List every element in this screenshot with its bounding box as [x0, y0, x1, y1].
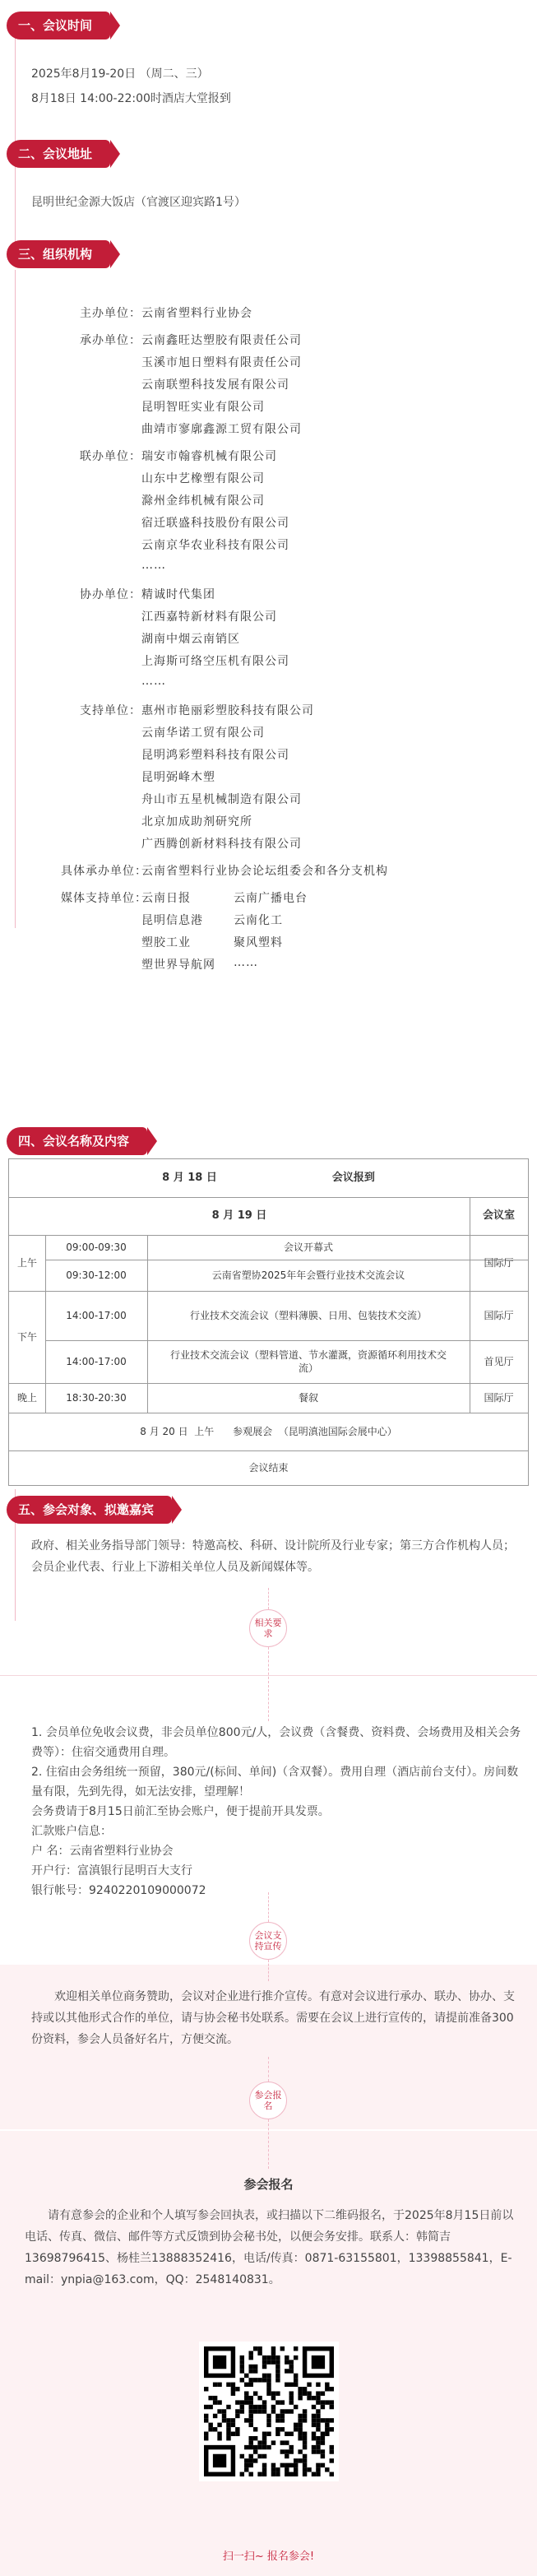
org-item: 昆明智旺实业有限公司 [141, 401, 265, 414]
fee-line-1: 1. 会员单位免收会议费，非会员单位800元/人，会议费（含餐费、资料费、会场费用及相关会务费等）：住宿交通费用自理。 [31, 1726, 521, 1759]
org-item: 上海斯可络空压机有限公司 [141, 655, 289, 668]
requirements-badge: 相关要求 [249, 1609, 287, 1647]
timeline-line [15, 270, 16, 928]
org-item: 精诚时代集团 [141, 588, 215, 601]
evening-label: 晚上 [16, 1392, 37, 1404]
org-item: 云南华诺工贸有限公司 [141, 726, 265, 740]
pm-label: 下午 [16, 1331, 37, 1343]
registration-text: 请有意参会的企业和个人填写参会回执表，或扫描以下二维码报名，于2025年8月15日前以电话、传真、微信、邮件等方式反馈到协会秘书处，以便会务安排。联系人：韩简吉13698796415、杨桂兰13888352416，电话/传真：0871-63155801，13398855841，E-mail：ynpia@163.com，QQ：2548140831。 [25, 2209, 514, 2286]
timeline-line [15, 158, 16, 248]
org-item: 云南省塑料行业协会论坛组委会和各分支机构 [141, 865, 388, 878]
media-item: 聚风塑料 [234, 936, 283, 949]
org-item: 玉溪市旭日塑料有限责任公司 [141, 356, 302, 369]
org-item: 曲靖市寥廓鑫源工贸有限公司 [141, 423, 302, 436]
account-name: 户 名：云南省塑料行业协会 [31, 1845, 174, 1858]
org-item: 昆明弼峰木塑 [141, 771, 215, 784]
dashed-divider [268, 1892, 269, 1922]
org-item: 惠州市艳丽彩塑胶科技有限公司 [141, 704, 314, 717]
dashed-divider [268, 2119, 269, 2169]
registration-badge: 参会报名 [249, 2082, 287, 2119]
media-item: 塑世界导航网 [141, 958, 215, 972]
promotion-text: 欢迎相关单位商务赞助，会议对企业进行推介宣传。有意对会议进行承办、联办、协办、支持或以其他形式合作的单位，请与协会秘书处联系。需要在会议上进行宣传的，请提前准备300份资料，参会人员备好名片，方便交流。 [31, 1990, 515, 2046]
org-item: 云南鑫旺达塑胶有限责任公司 [141, 334, 302, 347]
org-item: 湖南中烟云南销区 [141, 633, 240, 646]
row-time: 14:00-17:00 [66, 1356, 127, 1367]
section-5-title: 五、参会对象、拟邀嘉宾 [7, 1496, 172, 1524]
qr-code-icon [204, 2346, 334, 2476]
org-item: 山东中艺橡塑有限公司 [141, 472, 265, 485]
row-content: 餐叙 [298, 1392, 318, 1404]
row-content: 云南省塑协2025年年会暨行业技术交流会议 [211, 1269, 405, 1281]
org-item: 江西嘉特新材料有限公司 [141, 610, 277, 624]
row-content: 行业技术交流会议（塑料薄膜、日用、包装技术交流） [189, 1310, 427, 1321]
am-label: 上午 [16, 1257, 37, 1269]
dashed-divider [268, 1960, 269, 1981]
promotion-badge: 会议支持宣传 [249, 1922, 287, 1960]
day3-row: 8 月 20 日 上午 参观展会 （昆明滇池国际会展中心） [140, 1426, 397, 1437]
venue-header: 会议室 [482, 1209, 515, 1222]
row-time: 09:00-09:30 [66, 1242, 127, 1253]
section-4-title: 四、会议名称及内容 [7, 1127, 147, 1155]
section-1-title: 一、会议时间 [7, 12, 110, 39]
meeting-address: 昆明世纪金源大饭店（官渡区迎宾路1号） [31, 196, 246, 209]
timeline-line [15, 28, 16, 143]
org-group-label: 主办单位： [80, 307, 141, 320]
registration-qr-code[interactable] [199, 2342, 339, 2481]
media-item: 塑胶工业 [141, 936, 191, 949]
attendee-description: 政府、相关业务指导部门领导：特邀高校、科研、设计院所及行业专家；第三方合作机构人员；会员企业代表、行业上下游相关单位人员及新闻媒体等。 [31, 1539, 515, 1574]
org-group-label: 具体承办单位： [61, 865, 147, 878]
org-item: 宿迁联盛科技股份有限公司 [141, 517, 289, 530]
fee-line-4: 汇款账户信息： [31, 1825, 112, 1838]
dashed-divider [268, 1647, 269, 1721]
venue-cell: 国际厅 [484, 1257, 514, 1269]
media-item: 云南日报 [141, 892, 191, 905]
row-time: 14:00-17:00 [66, 1310, 127, 1321]
org-item: 昆明鸿彩塑料科技有限公司 [141, 749, 289, 762]
org-group-label: 协办单位： [80, 588, 141, 601]
fee-line-2: 2. 住宿由会务组统一预留，380元/(标间、单间)（含双餐）。费用自理（酒店前台支付）。房间数量有限，先到先得，如无法安排，望理解！ [31, 1766, 519, 1799]
row-content: 会议开幕式 [283, 1242, 333, 1253]
dashed-divider [268, 2057, 269, 2082]
org-item: 舟山市五星机械制造有限公司 [141, 793, 302, 806]
schedule-table [8, 1158, 529, 1486]
media-item: 云南广播电台 [234, 892, 308, 905]
org-item: 滁州金纬机械有限公司 [141, 494, 265, 508]
org-item: 北京加成助剂研究所 [141, 815, 252, 828]
row-time: 09:30-12:00 [66, 1269, 127, 1281]
qr-caption: 扫一扫~ 报名参会! [222, 2550, 315, 2563]
meeting-date: 2025年8月19-20日 （周二、三） [31, 67, 209, 81]
dashed-divider [268, 1588, 269, 1609]
media-label: 媒体支持单位： [61, 892, 147, 905]
venue-cell: 国际厅 [484, 1310, 514, 1321]
org-item: 云南京华农业科技有限公司 [141, 539, 289, 552]
day2-date: 8 月 19 日 [211, 1209, 267, 1222]
org-item: 瑞安市翰睿机械有限公司 [141, 450, 277, 463]
checkin-time: 8月18日 14:00-22:00时酒店大堂报到 [31, 92, 231, 105]
org-group-label: 承办单位： [80, 334, 141, 347]
venue-cell: 首见厅 [484, 1356, 514, 1367]
row-content: 行业技术交流会议（塑料管道、节水灌溉，资源循环利用技术交流） [169, 1349, 447, 1374]
account-bank: 开户行：富滇银行昆明百大支行 [31, 1864, 192, 1877]
org-group-label: 支持单位： [80, 704, 141, 717]
org-item: …… [141, 559, 166, 572]
venue-cell: 国际厅 [484, 1392, 514, 1404]
media-item: 云南化工 [234, 914, 283, 927]
section-3-title: 三、组织机构 [7, 240, 110, 268]
org-item: 云南省塑料行业协会 [141, 307, 252, 320]
row-time: 18:30-20:30 [66, 1392, 127, 1404]
registration-title: 参会报名 [243, 2177, 294, 2192]
org-group-label: 联办单位： [80, 450, 141, 463]
account-number: 银行帐号：9240220109000072 [31, 1884, 206, 1897]
org-item: 云南联塑科技发展有限公司 [141, 378, 289, 392]
divider [0, 1675, 537, 1676]
media-item: …… [234, 956, 258, 969]
day1-row [9, 1159, 528, 1197]
fee-line-3: 会务费请于8月15日前汇至协会账户，便于提前开具发票。 [31, 1805, 330, 1818]
section-2-title: 二、会议地址 [7, 140, 110, 168]
day1-event: 会议报到 [331, 1172, 375, 1184]
day1-date: 8 月 18 日 [162, 1172, 217, 1184]
media-item: 昆明信息港 [141, 914, 203, 927]
org-item: 广西腾创新材料科技有限公司 [141, 838, 302, 851]
org-item: …… [141, 675, 166, 688]
fee-block [31, 1723, 525, 1901]
meeting-end: 会议结束 [248, 1462, 289, 1474]
